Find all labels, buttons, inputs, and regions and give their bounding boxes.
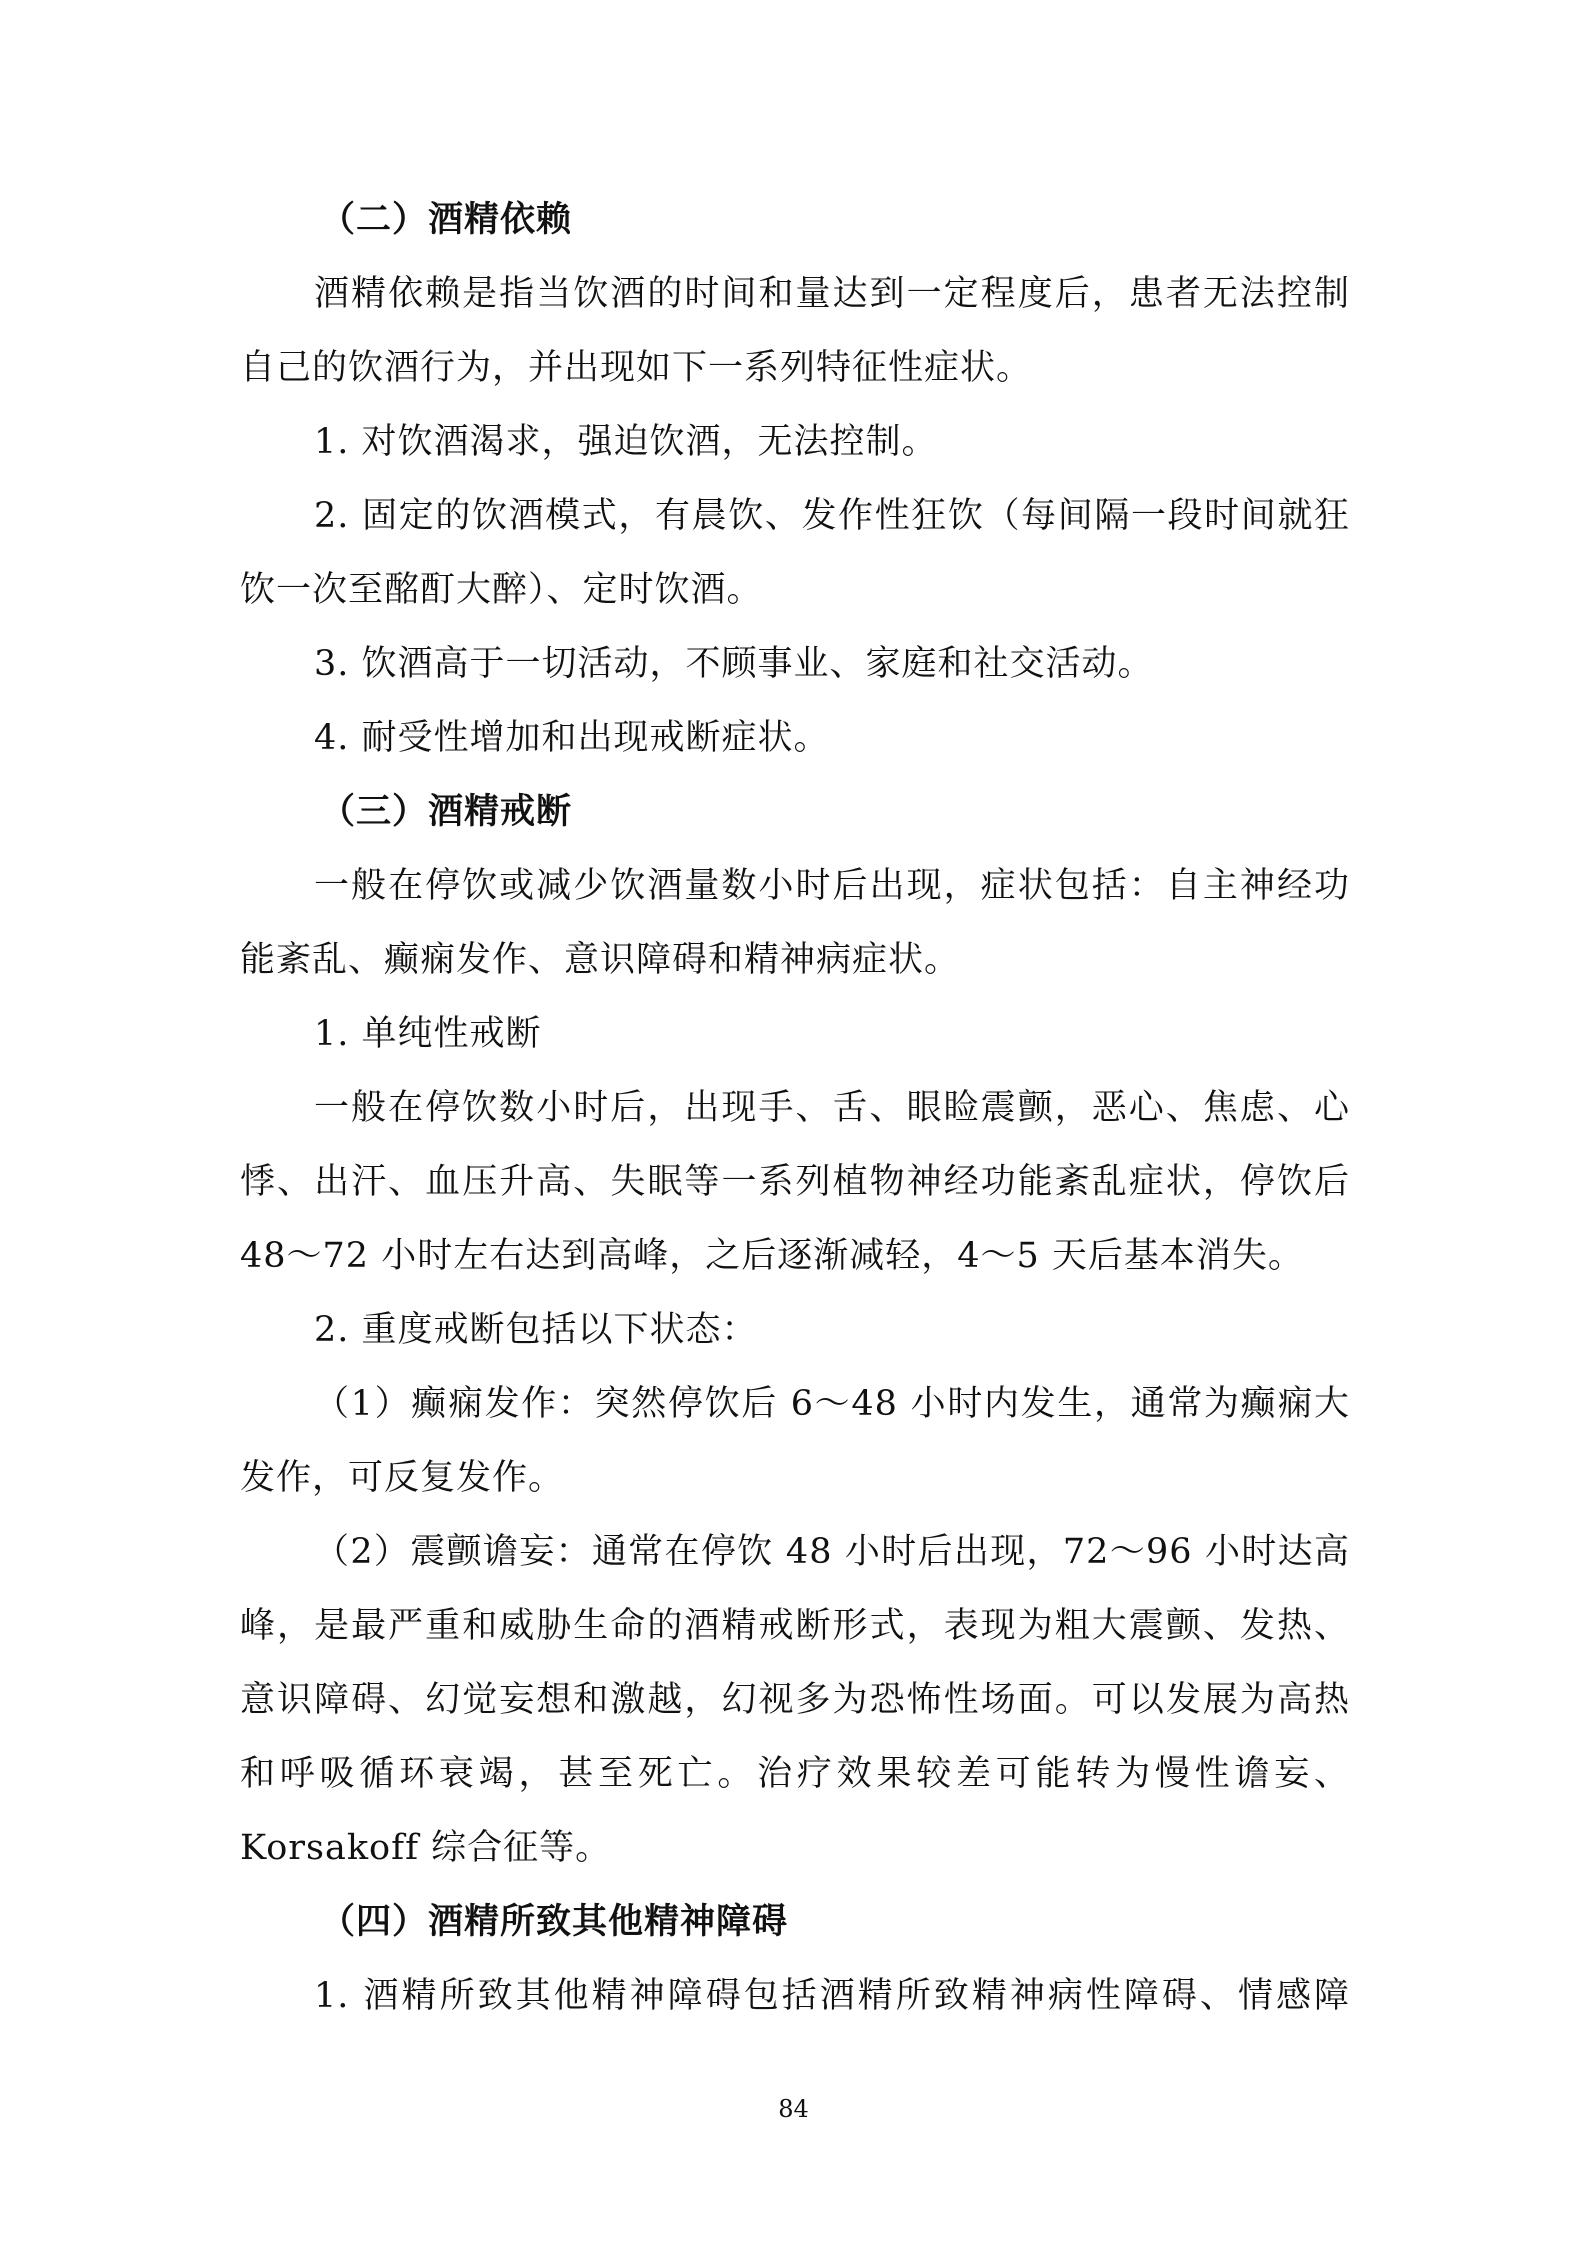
list-item: 1. 单纯性戒断	[314, 1014, 542, 1054]
list-item: 2. 重度戒断包括以下状态：	[314, 1310, 758, 1350]
sub-list-item: （2）震颤谵妄：通常在停饮 48 小时后出现，72～96 小时达高	[314, 1532, 1350, 1572]
document-body	[240, 183, 1350, 2033]
section-heading-other-mental-disorders: （四）酒精所致其他精神障碍	[320, 1901, 789, 1942]
paragraph-line: 自己的饮酒行为，并出现如下一系列特征性症状。	[240, 348, 1033, 388]
list-item: 4. 耐受性增加和出现戒断症状。	[314, 718, 830, 758]
list-item: 2. 固定的饮酒模式，有晨饮、发作性狂饮（每间隔一段时间就狂	[314, 496, 1350, 536]
list-item: 1. 酒精所致其他精神障碍包括酒精所致精神病性障碍、情感障	[314, 1976, 1350, 2016]
paragraph-line: 峰，是最严重和威胁生命的酒精戒断形式，表现为粗大震颤、发热、	[240, 1606, 1350, 1646]
paragraph-line: 悸、出汗、血压升高、失眠等一系列植物神经功能紊乱症状，停饮后	[240, 1162, 1350, 1202]
paragraph-line: 一般在停饮或减少饮酒量数小时后出现，症状包括：自主神经功	[314, 866, 1350, 906]
paragraph-line: 和呼吸循环衰竭，甚至死亡。治疗效果较差可能转为慢性谵妄、	[240, 1754, 1350, 1794]
paragraph-line: 一般在停饮数小时后，出现手、舌、眼睑震颤，恶心、焦虑、心	[314, 1088, 1350, 1128]
paragraph-line: 能紊乱、癫痫发作、意识障碍和精神病症状。	[240, 940, 961, 980]
paragraph-line: 意识障碍、幻觉妄想和激越，幻视多为恐怖性场面。可以发展为高热	[240, 1680, 1350, 1720]
page-number: 84	[778, 2095, 809, 2123]
paragraph-line: 发作，可反复发作。	[240, 1458, 565, 1498]
section-heading-alcohol-dependence: （二）酒精依赖	[320, 199, 573, 240]
sub-list-item: （1）癫痫发作：突然停饮后 6～48 小时内发生，通常为癫痫大	[314, 1384, 1350, 1424]
section-heading-alcohol-withdrawal: （三）酒精戒断	[320, 791, 573, 832]
list-item: 3. 饮酒高于一切活动，不顾事业、家庭和社交活动。	[314, 644, 1154, 684]
paragraph-line: 48～72 小时左右达到高峰，之后逐渐减轻，4～5 天后基本消失。	[240, 1236, 1304, 1276]
paragraph-line: 酒精依赖是指当饮酒的时间和量达到一定程度后，患者无法控制	[314, 274, 1350, 314]
paragraph-line: Korsakoff 综合征等。	[240, 1828, 612, 1868]
paragraph-line: 饮一次至酩酊大醉）、定时饮酒。	[240, 570, 763, 610]
list-item: 1. 对饮酒渴求，强迫饮酒，无法控制。	[314, 422, 938, 462]
